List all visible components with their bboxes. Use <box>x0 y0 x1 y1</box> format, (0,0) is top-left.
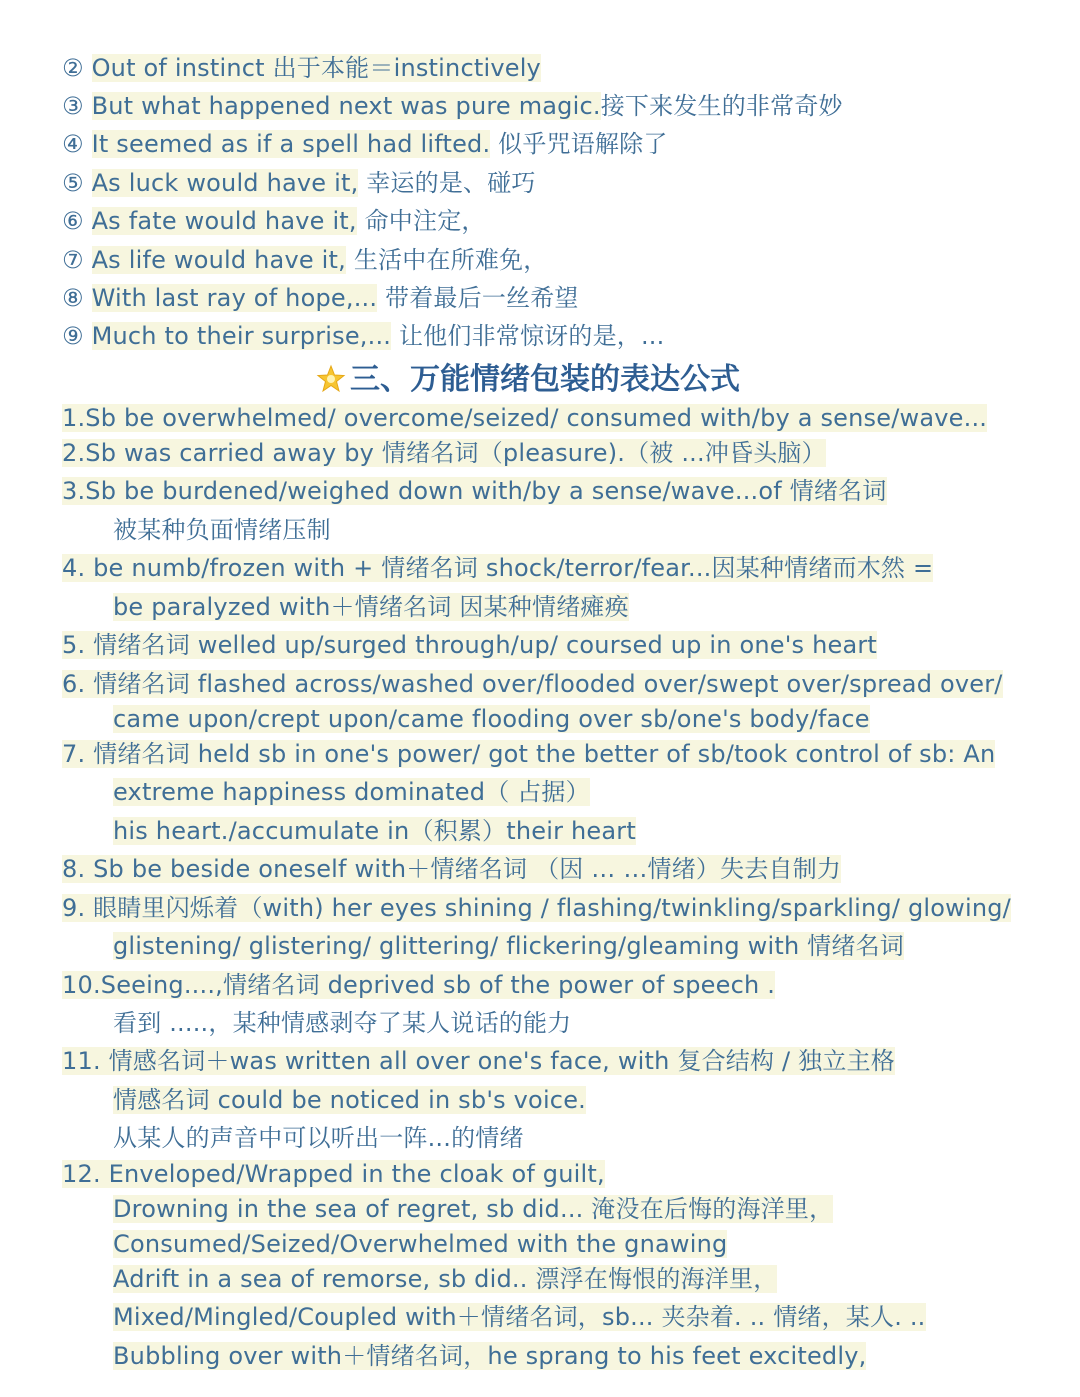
phrase-chinese: 带着最后一丝希望 <box>377 284 579 312</box>
item-number: ③ <box>62 92 84 120</box>
phrase-english: With last ray of hope,... <box>91 284 378 312</box>
formula-text: 6. 情绪名词 flashed across/washed over/flooded over/swept over/spread over/ <box>62 670 1003 698</box>
formula-text: extreme happiness dominated（ 占据） <box>113 778 590 806</box>
formula-text: glistening/ glistering/ glittering/ flickering/gleaming with 情绪名词 <box>113 932 904 960</box>
formula-line <box>113 1228 727 1260</box>
formula-text: 2.Sb was carried away by 情绪名词（pleasure).（被 ...冲昏头脑） <box>62 439 826 467</box>
phrase-item <box>62 167 536 199</box>
phrase-item <box>62 244 547 276</box>
phrase-english: It seemed as if a spell had lifted. <box>91 130 491 158</box>
formula-line <box>62 853 841 885</box>
phrase-chinese: 似乎咒语解除了 <box>490 130 668 158</box>
formula-text: 1.Sb be overwhelmed/ overcome/seized/ consumed with/by a sense/wave... <box>62 404 988 432</box>
phrase-english: Out of instinct <box>91 54 265 82</box>
phrase-english: As fate would have it, <box>91 207 357 235</box>
item-number: ④ <box>62 130 84 158</box>
formula-text: Adrift in a sea of remorse, sb did.. 漂浮在悔恨的海洋里， <box>113 1265 778 1293</box>
formula-text: 10.Seeing....,情绪名词 deprived sb of the power of speech . <box>62 971 776 999</box>
formula-line <box>113 1301 926 1333</box>
formula-text: 5. 情绪名词 welled up/surged through/up/ coursed up in one's heart <box>62 631 878 659</box>
formula-line <box>113 930 904 962</box>
phrase-chinese: 命中注定， <box>356 207 486 235</box>
formula-line <box>113 1340 866 1372</box>
star-icon <box>316 364 346 394</box>
formula-text: Consumed/Seized/Overwhelmed with the gnawing <box>113 1230 728 1258</box>
formula-line <box>62 552 933 584</box>
item-number: ⑥ <box>62 207 84 235</box>
formula-line <box>62 629 877 661</box>
phrase-item <box>62 205 486 237</box>
formula-line <box>62 402 987 434</box>
formula-text: 3.Sb be burdened/weighed down with/by a sense/wave...of 情绪名词 <box>62 477 887 505</box>
phrase-item <box>62 128 668 160</box>
formula-line <box>62 668 1003 700</box>
formula-text: his heart./accumulate in（积累）their heart <box>113 817 636 845</box>
phrase-item <box>62 282 579 314</box>
formula-text: 4. be numb/frozen with + 情绪名词 shock/terror/fear...因某种情绪而木然 = <box>62 554 934 582</box>
section-heading <box>316 360 740 400</box>
phrase-english: As life would have it, <box>91 246 346 274</box>
formula-text: 看到 .....，某种情感剥夺了某人说话的能力 <box>113 1009 572 1037</box>
formula-text: 7. 情绪名词 held sb in one's power/ got the better of sb/took control of sb: An <box>62 740 996 768</box>
phrase-chinese: 让他们非常惊讶的是，... <box>391 322 665 350</box>
phrase-item <box>62 52 541 84</box>
formula-line <box>113 776 590 808</box>
formula-line <box>113 1193 833 1225</box>
phrase-english: Much to their surprise,... <box>91 322 392 350</box>
formula-line <box>62 1158 605 1190</box>
item-number: ⑤ <box>62 169 84 197</box>
formula-text: Drowning in the sea of regret, sb did... 淹没在后悔的海洋里， <box>113 1195 834 1223</box>
formula-line <box>113 703 870 735</box>
formula-text: 从某人的声音中可以听出一阵...的情绪 <box>113 1124 524 1152</box>
formula-text: 情感名词 could be noticed in sb's voice. <box>113 1086 586 1114</box>
formula-line <box>62 437 826 469</box>
formula-line <box>113 1263 777 1295</box>
formula-text: came upon/crept upon/came flooding over sb/one's body/face <box>113 705 870 733</box>
phrase-chinese: 生活中在所难免， <box>345 246 548 274</box>
formula-line <box>113 591 629 623</box>
formula-text: 9. 眼睛里闪烁着（with) her eyes shining / flashing/twinkling/sparkling/ glowing/ <box>62 894 1011 922</box>
formula-line <box>62 738 995 770</box>
formula-text: 11. 情感名词＋was written all over one's face, with 复合结构 / 独立主格 <box>62 1047 895 1075</box>
formula-line <box>113 1084 586 1116</box>
formula-line <box>113 1007 571 1039</box>
item-number: ⑧ <box>62 284 84 312</box>
section-title: 三、万能情绪包装的表达公式 <box>350 362 740 397</box>
phrase-english: As luck would have it, <box>91 169 359 197</box>
item-number: ⑦ <box>62 246 84 274</box>
phrase-item <box>62 320 664 352</box>
formula-line <box>113 1122 524 1154</box>
formula-text: 8. Sb be beside oneself with＋情绪名词 （因 … …情绪）失去自制力 <box>62 855 842 883</box>
formula-text: 12. Enveloped/Wrapped in the cloak of guilt, <box>62 1160 605 1188</box>
formula-text: Mixed/Mingled/Coupled with＋情绪名词，sb... 夹杂着. .. 情绪，某人. .. <box>113 1303 926 1331</box>
formula-line <box>62 969 775 1001</box>
phrase-item <box>62 90 843 122</box>
formula-line <box>62 892 1011 924</box>
formula-line <box>62 1045 895 1077</box>
formula-text: Bubbling over with＋情绪名词，he sprang to his feet excitedly, <box>113 1342 867 1370</box>
phrase-chinese: 接下来发生的非常奇妙 <box>600 92 843 120</box>
phrase-english: But what happened next was pure magic. <box>91 92 601 120</box>
formula-text: be paralyzed with＋情绪名词 因某种情绪瘫痪 <box>113 593 629 621</box>
formula-line <box>62 475 887 507</box>
formula-line <box>113 514 331 546</box>
phrase-chinese: 幸运的是、碰巧 <box>358 169 536 197</box>
formula-line <box>113 815 636 847</box>
item-number: ② <box>62 54 84 82</box>
item-number: ⑨ <box>62 322 84 350</box>
formula-text: 被某种负面情绪压制 <box>113 516 331 544</box>
phrase-chinese: 出于本能＝instinctively <box>264 54 541 82</box>
